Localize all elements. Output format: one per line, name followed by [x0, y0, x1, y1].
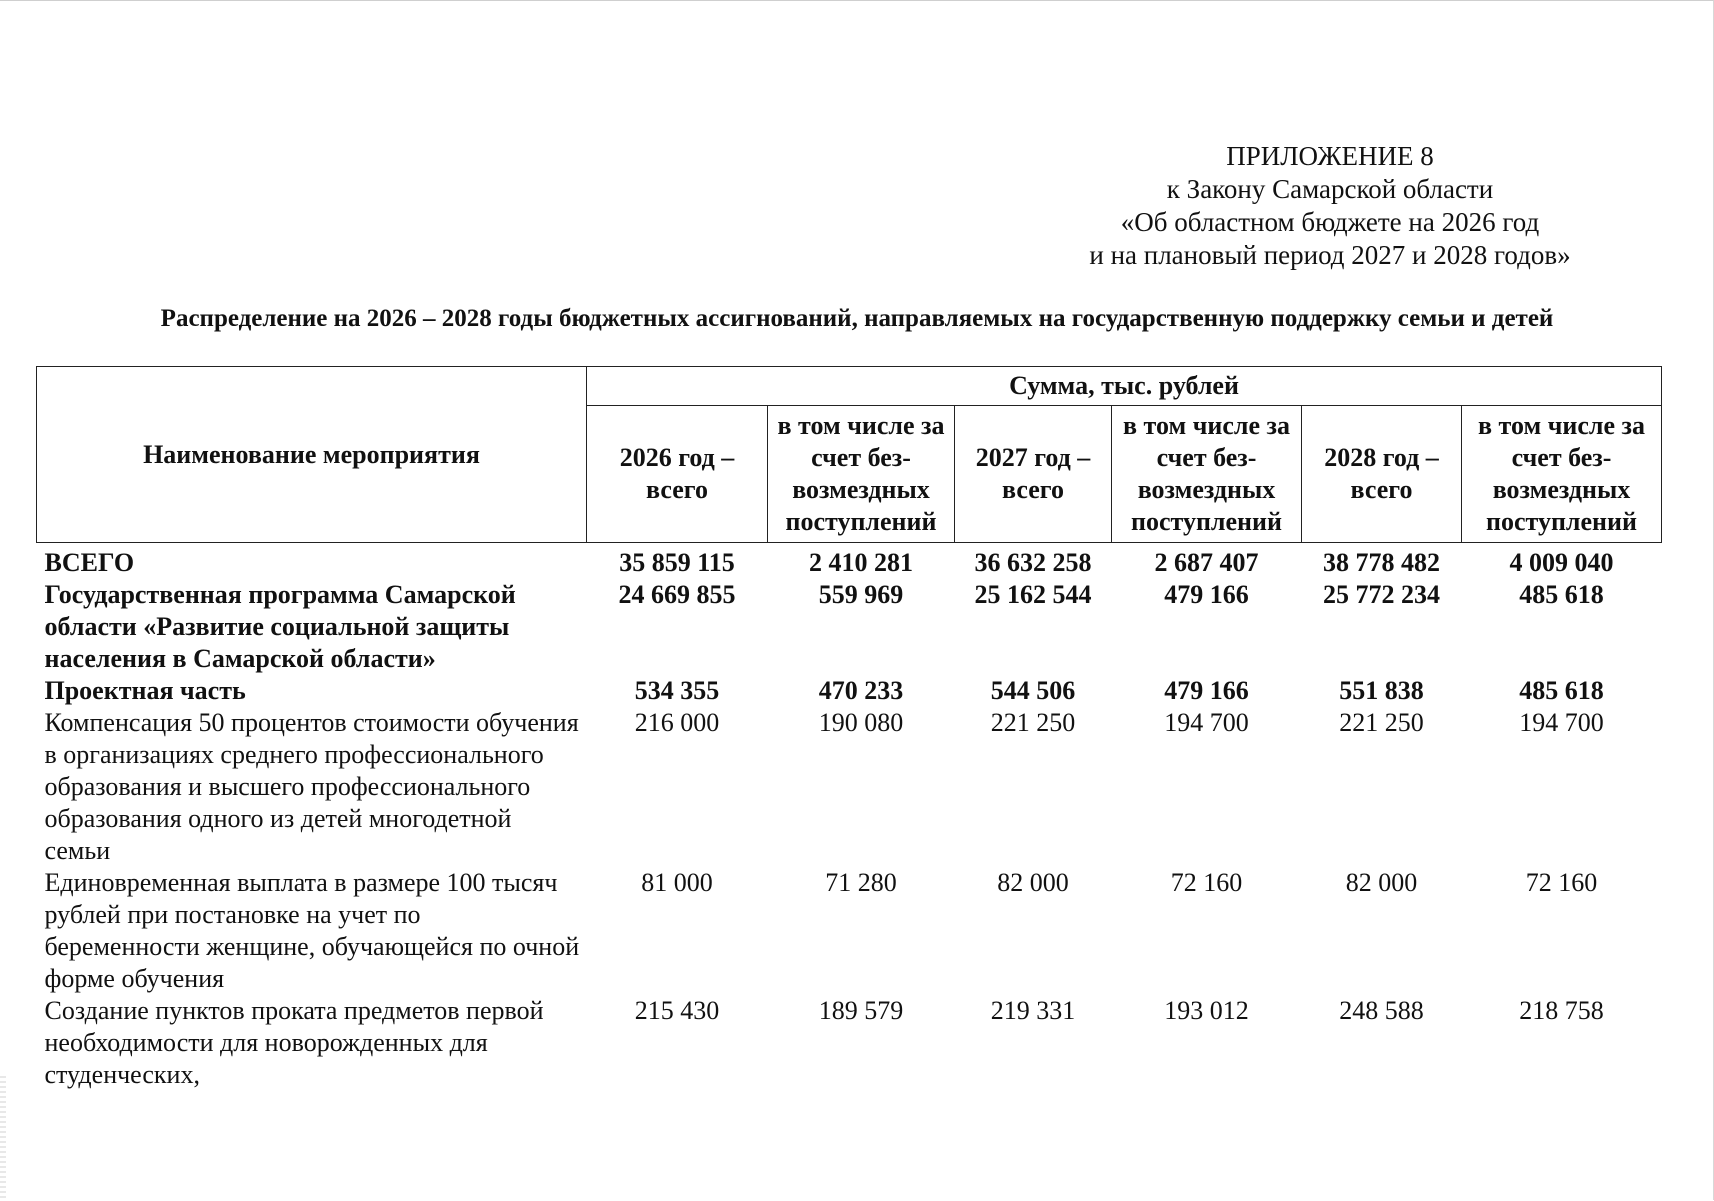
table-row: [37, 675, 1662, 707]
row-name: Компенсация 50 процентов стоимости обучения в организациях среднего профессионального образования и высшего профессионального образования одного из детей многодетной семьи: [44, 708, 579, 865]
cell-value: 72 160: [1170, 868, 1243, 897]
column-header-sum: Сумма, тыс. рублей: [587, 367, 1662, 406]
attachment-line: «Об областном бюджете на 2026 год: [1120, 207, 1540, 237]
column-header-2028-incl: [1462, 406, 1662, 543]
cell-value: 218 758: [1519, 996, 1604, 1025]
cell-value: 215 430: [634, 996, 720, 1025]
cell-value: 4 009 040: [1509, 548, 1614, 577]
header-text: 2028 год – всего: [1324, 443, 1439, 504]
cell-value: 2 687 407: [1154, 548, 1259, 577]
cell-value: 194 700: [1519, 708, 1604, 737]
header-text: в том числе за счет без-возмездных поступлений: [1123, 411, 1290, 536]
cell-value: 551 838: [1339, 676, 1424, 705]
cell-value: 193 012: [1164, 996, 1249, 1025]
header-text: 2027 год – всего: [975, 443, 1091, 504]
cell-value: 82 000: [997, 868, 1069, 897]
table-row: [37, 579, 1662, 675]
row-name: Создание пунктов проката предметов первой необходимости для новорожденных для студенческих,: [44, 996, 544, 1089]
budget-table: [36, 366, 1662, 1091]
header-text: в том числе за счет без-возмездных поступлений: [777, 411, 945, 536]
document-title: Распределение на 2026 – 2028 годы бюджетных ассигнований, направляемых на государственную поддержку семьи и детей: [160, 305, 1554, 332]
attachment-line: и на плановый период 2027 и 2028 годов»: [1089, 240, 1571, 270]
column-header-2026-total: [587, 406, 768, 543]
attachment-line: ПРИЛОЖЕНИЕ 8: [1226, 141, 1434, 171]
cell-value: 559 969: [818, 580, 904, 609]
column-header-2028-total: [1302, 406, 1462, 543]
row-name: Единовременная выплата в размере 100 тысяч рублей при постановке на учет по беременности женщине, обучающейся по очной форме обучения: [44, 868, 580, 993]
cell-value: 38 778 482: [1323, 548, 1440, 577]
attachment-block: [1040, 140, 1620, 272]
column-header-2027-incl: [1112, 406, 1302, 543]
table-row: [37, 867, 1662, 995]
table-row: [37, 543, 1662, 580]
cell-value: 194 700: [1164, 708, 1249, 737]
attachment-line: к Закону Самарской области: [1166, 174, 1494, 204]
cell-value: 248 588: [1339, 996, 1424, 1025]
cell-value: 82 000: [1345, 868, 1418, 897]
cell-value: 485 618: [1519, 580, 1604, 609]
cell-value: 479 166: [1164, 676, 1249, 705]
column-header-2026-incl: [768, 406, 955, 543]
cell-value: 470 233: [818, 676, 904, 705]
cell-value: 479 166: [1164, 580, 1249, 609]
cell-value: 35 859 115: [619, 548, 735, 577]
row-name: ВСЕГО: [44, 548, 135, 577]
cell-value: 219 331: [990, 996, 1076, 1025]
column-header-2027-total: [955, 406, 1112, 543]
cell-value: 544 506: [990, 676, 1076, 705]
row-name: Проектная часть: [44, 676, 246, 705]
cell-value: 189 579: [818, 996, 904, 1025]
cell-value: 190 080: [818, 708, 904, 737]
cell-value: 534 355: [634, 676, 720, 705]
table-row: [37, 995, 1662, 1091]
cell-value: 221 250: [990, 708, 1076, 737]
cell-value: 81 000: [641, 868, 713, 897]
cell-value: 221 250: [1339, 708, 1424, 737]
cell-value: 25 162 544: [974, 580, 1092, 609]
cell-value: 36 632 258: [974, 548, 1092, 577]
row-name: Государственная программа Самарской области «Развитие социальной защиты населения в Самарской области»: [44, 580, 516, 673]
cell-value: 25 772 234: [1323, 580, 1440, 609]
cell-value: 485 618: [1519, 676, 1604, 705]
header-text: в том числе за счет без-возмездных поступлений: [1478, 411, 1645, 536]
header-text: 2026 год – всего: [619, 443, 735, 504]
cell-value: 2 410 281: [809, 548, 913, 577]
cell-value: 71 280: [825, 868, 897, 897]
cell-value: 216 000: [634, 708, 720, 737]
scan-edge-artifact: [0, 1076, 6, 1201]
cell-value: 24 669 855: [618, 580, 736, 609]
table-row: [37, 707, 1662, 867]
column-header-name: Наименование мероприятия: [37, 367, 587, 543]
cell-value: 72 160: [1525, 868, 1598, 897]
